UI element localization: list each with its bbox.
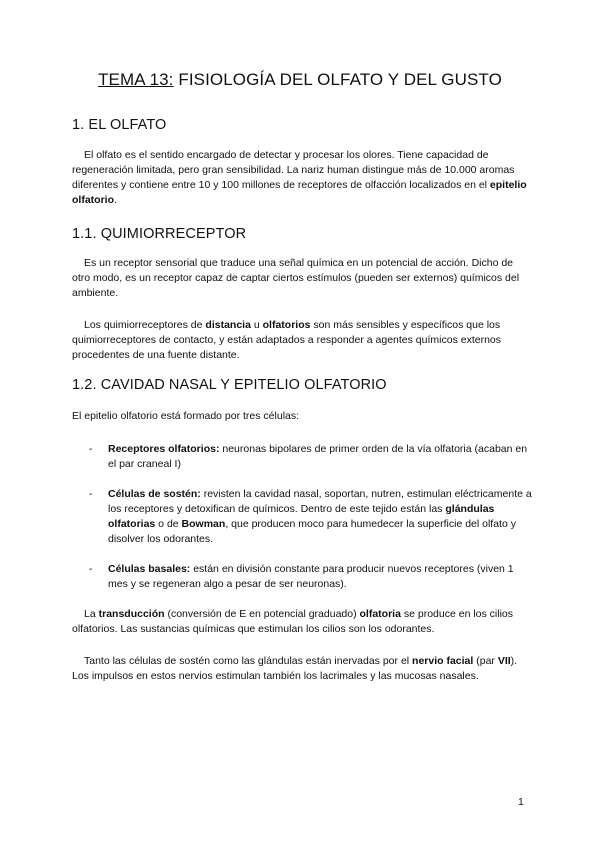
list-bullet: - — [89, 563, 93, 575]
paragraph-inervacion — [72, 654, 532, 684]
bold-run: Receptores olfatorios: — [108, 443, 220, 455]
section-heading-quimiorreceptor: 1.1. QUIMIORRECEPTOR — [72, 226, 247, 242]
section-heading-cavidad-nasal: 1.2. CAVIDAD NASAL Y EPITELIO OLFATORIO — [72, 377, 387, 393]
title-number: TEMA 13: — [98, 70, 174, 89]
section-heading-olfato: 1. EL OLFATO — [72, 117, 167, 133]
text-run: , que producen moco para humedecer la superficie del olfato y disolver los odorantes. — [108, 518, 516, 545]
text-run: están en división constante para producir nuevos receptores (viven 1 mes y se regeneran algo a pesar de ser neuronas). — [108, 563, 514, 590]
bold-run: Células basales: — [108, 563, 191, 575]
bold-run: glándulas olfatorias — [108, 503, 495, 530]
bold-run: Bowman — [181, 518, 226, 530]
bold-run: nervio facial — [412, 655, 474, 667]
list-bullet: - — [89, 488, 93, 500]
title-text: FISIOLOGÍA DEL OLFATO Y DEL GUSTO — [173, 70, 502, 89]
page-number: 1 — [518, 796, 524, 808]
paragraph-quimiorreceptor-1: Es un receptor sensorial que traduce una señal química en un potencial de acción. Dicho de otro modo, es un receptor capaz de captar ciertos estímulos (pueden ser externos) químicos del ambiente. — [72, 257, 520, 299]
list-item-receptores — [108, 442, 534, 472]
text-run: El olfato es el sentido encargado de detectar y procesar los olores. Tiene capacidad de regeneración limitada, pero gran sensibilidad. La nariz human distingue más de 10.000 aromas diferentes y contiene entre 10 y 100 millones de receptores de olfacción localizados en el — [72, 149, 515, 191]
list-bullet: - — [89, 443, 93, 455]
text-run: revisten la cavidad nasal, soportan, nutren, estimulan eléctricamente a los receptores y detoxifican de químicos. Dentro de este tejido están las — [108, 488, 532, 515]
bold-run: olfatoria — [359, 608, 401, 620]
bold-run: transducción — [98, 608, 165, 620]
text-run: (par — [473, 655, 498, 667]
paragraph-olfato — [72, 148, 532, 208]
text-run: Los quimiorreceptores de — [84, 319, 206, 331]
text-run: Tanto las células de sostén como las glándulas están inervadas por el — [84, 655, 413, 667]
text-run: u — [250, 319, 263, 331]
list-item-basales — [108, 562, 534, 592]
bold-run: distancia — [205, 319, 251, 331]
text-run: (conversión de E en potencial graduado) — [164, 608, 360, 620]
text-run: La — [84, 608, 99, 620]
paragraph-intro-epitelio: El epitelio olfatorio está formado por tres células: — [72, 410, 300, 422]
bold-run: VII — [497, 655, 511, 667]
page-title — [0, 70, 600, 90]
text-run: neuronas bipolares de primer orden de la vía olfatoria (acaban en el par craneal I) — [108, 443, 528, 470]
text-run: . — [114, 194, 117, 206]
text-run: son más sensibles y específicos que los quimiorreceptores de contacto, y están adaptados a responder a agentes químicos externos procedentes de una fuente distante. — [72, 319, 502, 361]
paragraph-transduccion — [72, 607, 532, 637]
text-run: o de — [155, 518, 182, 530]
paragraph-quimiorreceptor-2 — [72, 318, 532, 363]
list-item-sosten — [108, 487, 534, 547]
text-run: se produce en los cilios olfatorios. Las sustancias químicas que estimulan los cilios son los odorantes. — [72, 608, 513, 635]
bold-run: epitelio olfatorio — [72, 179, 527, 206]
bold-run: olfatorios — [262, 319, 311, 331]
text-run: ). Los impulsos en estos nervios estimulan también los lacrimales y las mucosas nasales. — [72, 655, 518, 682]
bold-run: Células de sostén: — [108, 488, 201, 500]
